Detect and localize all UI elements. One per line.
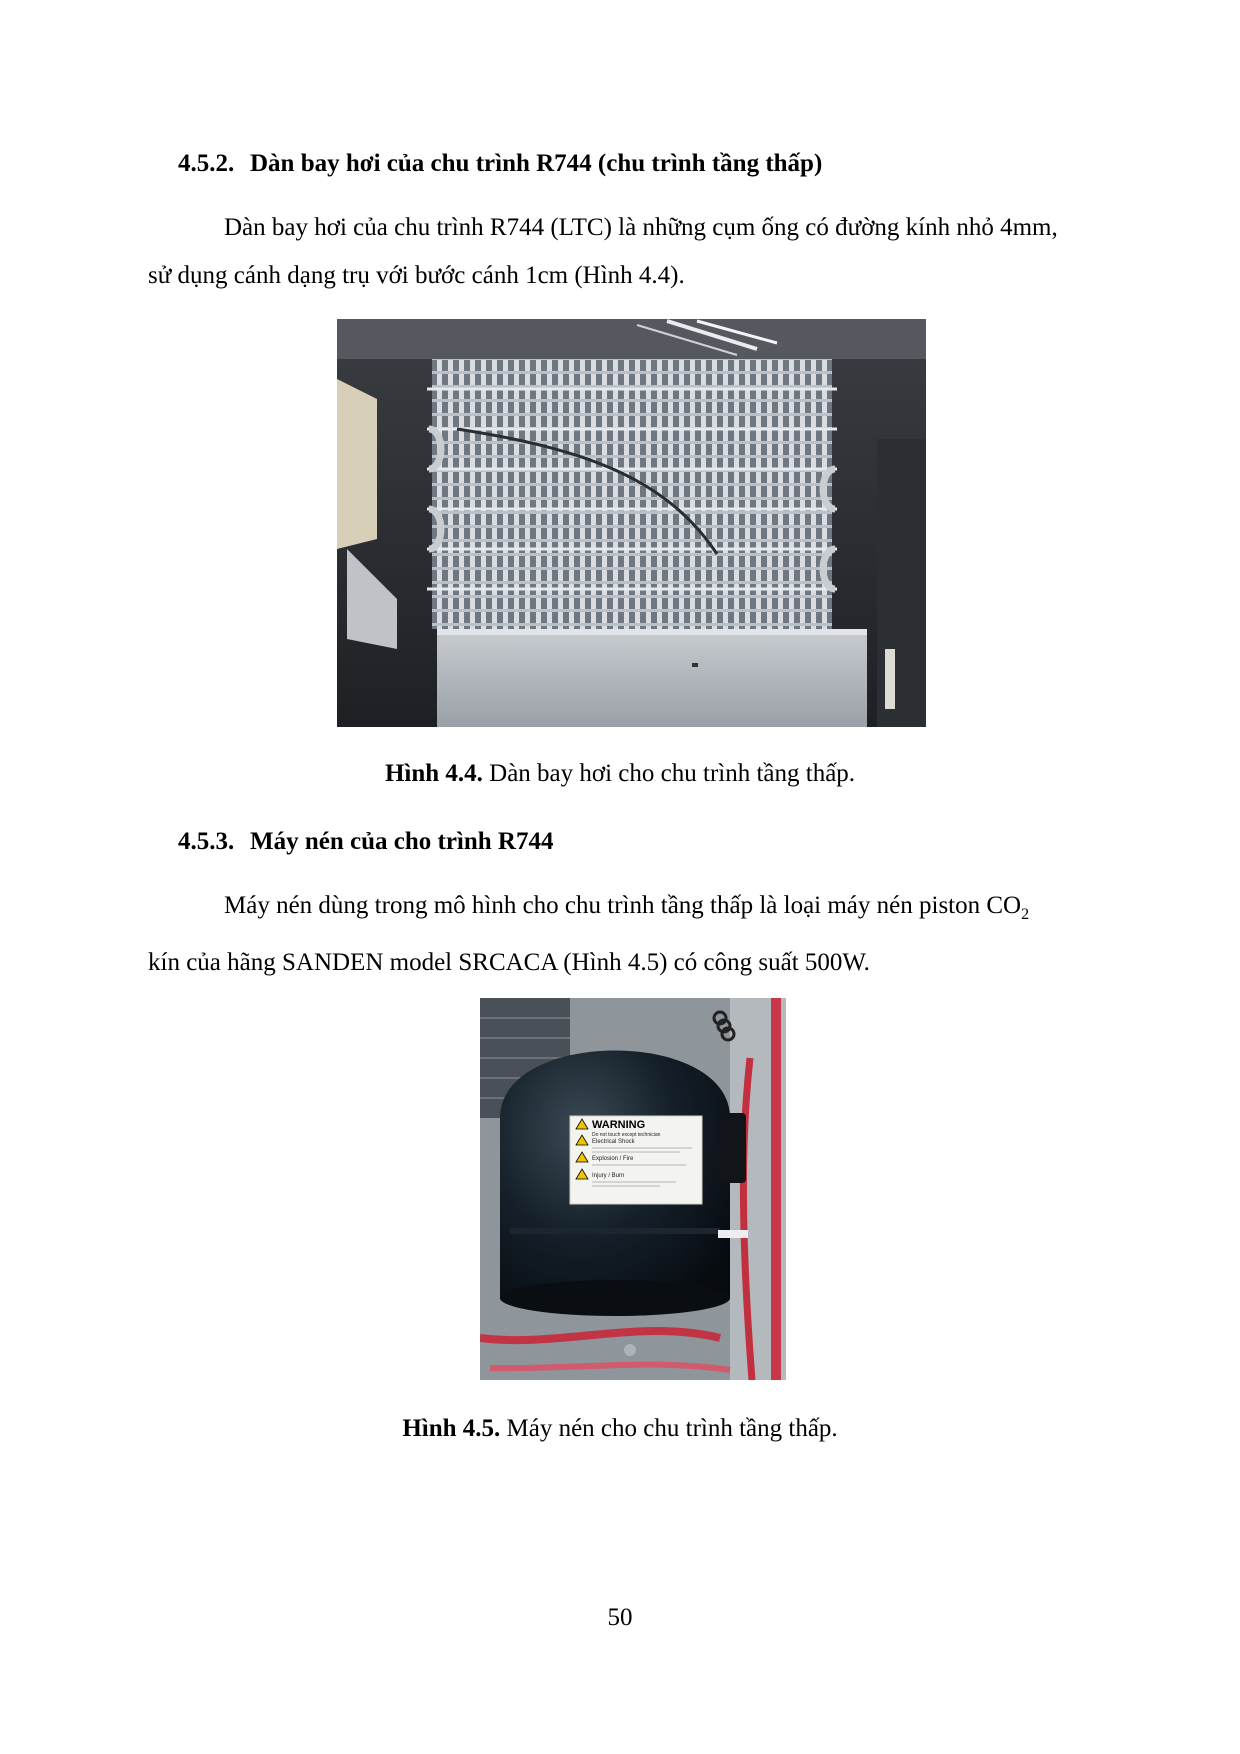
warning-label-graphic bbox=[570, 1116, 702, 1204]
warning-item: Explosion / Fire bbox=[592, 1156, 634, 1162]
section-title: Máy nén của cho trình R744 bbox=[250, 828, 554, 855]
section-number: 4.5.2. bbox=[178, 150, 235, 177]
figure-label: Hình 4.5. bbox=[402, 1415, 501, 1442]
page-number: 50 bbox=[607, 1604, 633, 1631]
paragraph-line: sử dụng cánh dạng trụ với bước cánh 1cm (Hình 4.4). bbox=[148, 262, 685, 289]
paragraph-line: Dàn bay hơi của chu trình R744 (LTC) là những cụm ống có đường kính nhỏ 4mm, bbox=[224, 214, 1058, 241]
section-number: 4.5.3. bbox=[178, 828, 235, 855]
section-title: Dàn bay hơi của chu trình R744 (chu trình tầng thấp) bbox=[250, 150, 823, 177]
warning-item: Electrical Shock bbox=[592, 1139, 635, 1145]
paragraph-compressor bbox=[148, 882, 1128, 987]
evaporator-illustration bbox=[337, 319, 926, 727]
figure-caption-text: Dàn bay hơi cho chu trình tầng thấp. bbox=[482, 760, 856, 787]
warning-subtitle: Do not touch except technician bbox=[592, 1132, 661, 1138]
figure-caption-text: Máy nén cho chu trình tầng thấp. bbox=[500, 1415, 838, 1442]
paragraph-line: Máy nén dùng trong mô hình cho chu trình tầng thấp là loại máy nén piston CO bbox=[224, 892, 1022, 919]
compressor-illustration bbox=[480, 998, 786, 1380]
figure-caption-4-4 bbox=[0, 758, 1240, 790]
figure-label: Hình 4.4. bbox=[384, 760, 483, 787]
paragraph-evaporator bbox=[148, 204, 1128, 300]
paragraph-line: kín của hãng SANDEN model SRCACA (Hình 4.5) có công suất 500W. bbox=[148, 949, 870, 976]
figure-caption-4-5 bbox=[0, 1413, 1240, 1445]
section-heading-4-5-2 bbox=[178, 148, 822, 180]
section-heading-4-5-3 bbox=[178, 826, 553, 858]
compressor-photo bbox=[480, 998, 786, 1380]
warning-title: WARNING bbox=[592, 1119, 646, 1131]
subscript: 2 bbox=[1021, 906, 1030, 923]
evaporator-photo bbox=[337, 319, 926, 727]
warning-item: Injury / Burn bbox=[592, 1173, 625, 1179]
